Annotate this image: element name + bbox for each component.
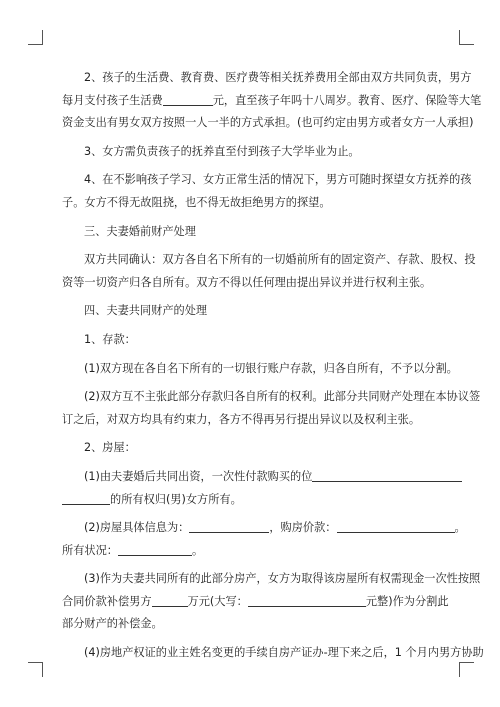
paragraph-line: 3、女方需负责孩子的抚养直至付到孩子大学毕业为止。 [84, 144, 360, 158]
paragraph-line [62, 517, 466, 540]
paragraph-line: (2)双方互不主张此部分存款归各自所有的权利。此部分共同财产处理在本协议签 [84, 390, 481, 404]
blank-field-property-info [189, 519, 269, 533]
text-run: 。 [191, 543, 204, 557]
blank-field-ownership-status [118, 542, 192, 556]
blank-field-purchase-price [337, 519, 455, 533]
paragraph-line: 资金支出有男女双方按照一人一半的方式承担。(也可约定由男方或者女方一人承担) [62, 116, 474, 130]
section-heading: 三、夫妻婚前财产处理 [84, 224, 196, 238]
text-run: ，购房价款： [269, 521, 337, 535]
text-run: (2)房屋具体信息为： [84, 521, 190, 535]
blank-field-property-location [312, 468, 462, 482]
text-run: 万元(大写： [187, 594, 248, 608]
text-run: 每月支付孩子生活费 [62, 93, 163, 107]
paragraph-line [62, 540, 446, 563]
text-run: 元整)作为分割此 [365, 594, 449, 608]
paragraph-line [62, 489, 446, 512]
paragraph-line: 资等一切资产归各自所有。双方不得以任何理由提出异议并进行权利主张。 [62, 275, 432, 289]
paragraph-line: (3)作为夫妻共同所有的此部分房产，女方为取得该房屋所有权需现金一次性按照 [84, 572, 481, 586]
paragraph-line: 1、存款： [84, 332, 136, 346]
section-heading: 四、夫妻共同财产的处理 [84, 304, 208, 318]
paragraph-line: 部分财产的补偿金。 [62, 617, 163, 631]
paragraph-line: (1)双方现在各自名下所有的一切银行账户存款，归各自所有，不予以分割。 [84, 361, 458, 375]
blank-field-compensation-amount [152, 593, 188, 607]
paragraph-line [62, 90, 482, 113]
paragraph-line: 2、孩子的生活费、教育费、医疗费等相关抚养费用全部由双方共同负责，男方 [84, 71, 472, 84]
paragraph-line: 订之后，对双方均具有约束力，各方不得再另行提出异议以及权利主张。 [62, 412, 421, 426]
paragraph-line [62, 466, 446, 489]
blank-field-compensation-words [248, 593, 366, 607]
paragraph-line: 2、房屋： [84, 441, 136, 455]
text-run: 。 [454, 521, 466, 535]
crop-mark-bottom-left [28, 662, 43, 677]
text-run: 所有状况： [62, 543, 118, 557]
document-body [62, 67, 484, 665]
paragraph-line [62, 591, 449, 614]
text-run: 的所有权归(男)女方所有。 [110, 492, 242, 506]
paragraph-line: 子。女方不得无故阻挠，也不得无故拒绝男方的探望。 [62, 195, 331, 209]
blank-field-child-support [163, 92, 213, 106]
paragraph-line: (4)房地产权证的业主姓名变更的手续自房产证办-理下来之后，1 个月内男方协助 [84, 646, 484, 660]
text-run: 合同价款补偿男方 [62, 594, 152, 608]
text-run: 元，直至孩子年吗十八周岁。教育、医疗、保险等大笔 [212, 93, 482, 107]
paragraph-line: 双方共同确认：双方各自名下所有的一切婚前所有的固定资产、存款、股权、投 [84, 253, 476, 267]
crop-mark-top-right [459, 30, 474, 45]
blank-field-property-location-cont [62, 491, 110, 505]
paragraph-line: 4、在不影响孩子学习、女方正常生活的情况下，男方可随时探望女方抚养的孩 [84, 173, 472, 187]
crop-mark-top-left [28, 30, 43, 45]
text-run: (1)由夫妻婚后共同出资，一次性付款购买的位 [84, 469, 313, 483]
